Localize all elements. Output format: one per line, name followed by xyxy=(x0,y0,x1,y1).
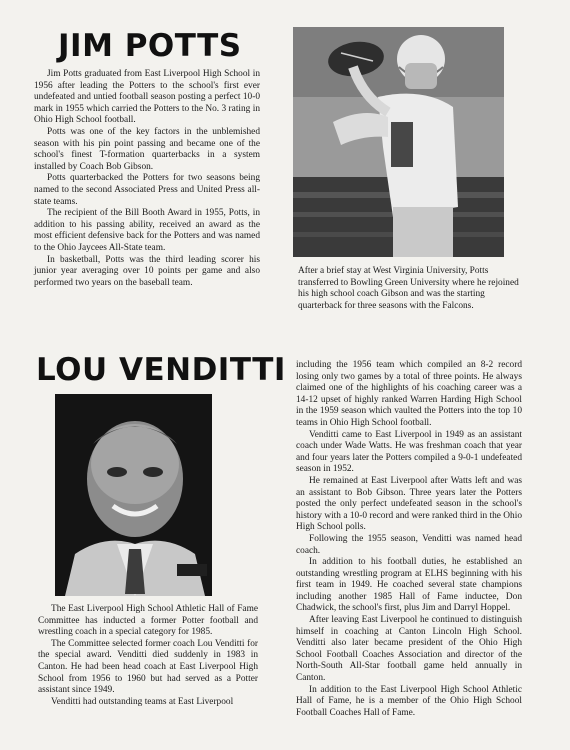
potts-caption xyxy=(298,266,520,312)
venditti-paragraph: Following the 1955 season, Venditti was named head coach. xyxy=(296,533,522,556)
venditti-paragraph: In addition to his football duties, he established an outstanding wrestling program at ELHS beginning with his first team in 1949. He coached several state champions including another 1985 Hall of Fame inductee, Don Chadwick, the school's first, plus Jim and Darryl Hoppel. xyxy=(296,557,522,614)
potts-heading: JIM POTTS xyxy=(58,28,242,64)
potts-caption-text: After a brief stay at West Virginia University, Potts transferred to Bowling Green University where he rejoined his high school coach Gibson and was the starting quarterback for three seasons with the Falcons. xyxy=(298,266,519,311)
venditti-paragraph: The Committee selected former coach Lou Venditti for the special award. Venditti died suddenly in 1983 in Canton. He had been head coach at East Liverpool High School from 1956 to 1960 but had served as a Potter assistant since 1949. xyxy=(38,638,258,696)
potts-paragraph: Potts quarterbacked the Potters for two seasons being named to the second Associated Press and United Press all-state teams. xyxy=(34,173,260,207)
potts-photo xyxy=(293,27,504,257)
venditti-bio-left xyxy=(38,604,258,708)
venditti-paragraph: including the 1956 team which compiled an 8-2 record losing only two games by a total of three points. He always claimed one of the highlights of his coaching career was a 14-12 upset of highly ranked Warren Harding High School in the 1959 season which vaulted the Potters into the top 10 teams in Ohio High School football. xyxy=(296,360,522,428)
venditti-paragraph: Venditti had outstanding teams at East Liverpool xyxy=(51,696,234,707)
potts-paragraph: Potts was one of the key factors in the unblemished season with his pin point passing and became one of the school's finest T-formation quarterbacks in a system installed by Coach Bob Gibson. xyxy=(34,126,260,172)
venditti-paragraph: In addition to the East Liverpool High School Athletic Hall of Fame, he is a member of the Ohio High School Football Coaches Hall of Fame. xyxy=(296,684,522,718)
potts-bio xyxy=(34,69,260,289)
venditti-paragraph: The East Liverpool High School Athletic Hall of Fame Committee has inducted a former Potter football and wrestling coach in a special category for 1985. xyxy=(38,604,258,638)
potts-paragraph: The recipient of the Bill Booth Award in 1955, Potts, in addition to his passing ability, received an award as the most efficient defensive back for the Potters and was named to the Ohio Jaycees All-State team. xyxy=(34,208,260,253)
potts-paragraph: In basketball, Potts was the third leading scorer his junior year averaging over 10 points per game and also performed two years on the baseball team. xyxy=(34,254,260,288)
potts-paragraph: Jim Potts graduated from East Liverpool High School in 1956 after leading the Potters to the school's first ever undefeated and untied football season posting a perfect 10-0 mark in 1955 which carried the Potters to the No. 3 rating in Ohio High School football. xyxy=(34,69,260,126)
venditti-photo-illustration xyxy=(55,394,212,596)
venditti-paragraph: Venditti came to East Liverpool in 1949 as an assistant coach under Wade Watts. He was freshman coach that year and four years later the Potters compiled a 9-0-1 undefeated season in 1952. xyxy=(296,429,522,475)
potts-photo-illustration xyxy=(293,27,504,257)
venditti-paragraph: He remained at East Liverpool after Watts left and was an assistant to Bob Gibson. Three years later the Potters posted the only perfect undefeated season in the school's history with a 10-0 record and were ranked third in the Ohio High School polls. xyxy=(296,475,522,533)
venditti-heading: LOU VENDITTI xyxy=(36,352,286,388)
venditti-bio-right xyxy=(296,360,522,719)
venditti-paragraph: After leaving East Liverpool he continued to distinguish himself in coaching at Canton Lincoln High School. Venditti also later became president of the Ohio High School Football Coaches Association and director of the North-South All-Star football game held annually in Canton. xyxy=(296,615,522,684)
venditti-photo xyxy=(55,394,212,596)
